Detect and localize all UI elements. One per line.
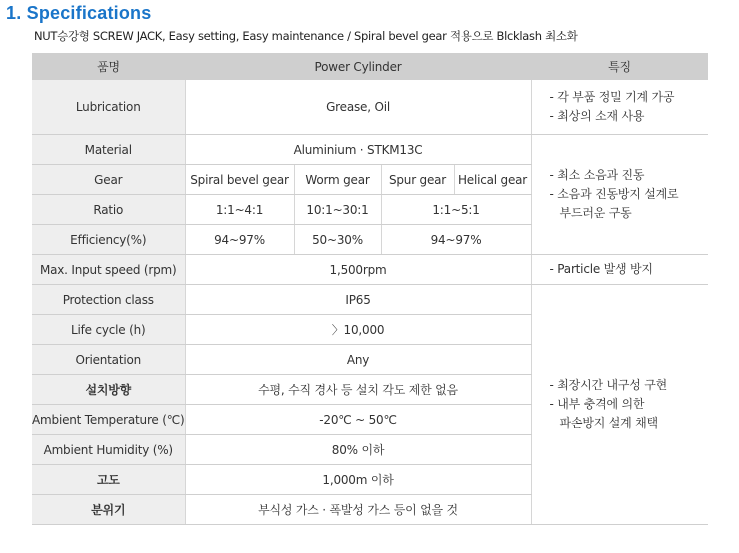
cell-ratio-1: 1:1~4:1 [185,195,294,225]
header-features: 특징 [531,53,708,80]
cell-amb-humidity: 80% 이하 [185,435,531,465]
cell-atmosphere: 부식성 가스 · 폭발성 가스 등이 없을 것 [185,495,531,525]
row-label-altitude: 고도 [32,465,185,495]
feature-item: - 내부 충격에 의한 [549,397,645,411]
cell-gear-spiral: Spiral bevel gear [185,165,294,195]
section-subtitle: NUT승강형 SCREW JACK, Easy setting, Easy maintenance / Spiral bevel gear 적용으로 Blcklash 최소화 [34,29,578,43]
cell-efficiency-1: 94~97% [185,225,294,255]
table-row [32,255,708,285]
cell-ratio-3: 1:1~5:1 [381,195,531,225]
row-label-efficiency: Efficiency(%) [32,225,185,255]
cell-material: Aluminium · STKM13C [185,135,531,165]
cell-gear-helical: Helical gear [454,165,531,195]
feature-group-1 [531,80,708,135]
row-label-orientation: Orientation [32,345,185,375]
cell-input-speed: 1,500rpm [185,255,531,285]
cell-altitude: 1,000m 이하 [185,465,531,495]
cell-protection: IP65 [185,285,531,315]
feature-group-4 [531,285,708,525]
row-label-gear: Gear [32,165,185,195]
feature-item: - 각 부품 정밀 기계 가공 [549,90,675,104]
table-row [32,80,708,135]
cell-efficiency-2: 50~30% [294,225,381,255]
feature-group-2 [531,135,708,255]
spec-table [32,53,708,525]
cell-amb-temp: -20℃ ~ 50℃ [185,405,531,435]
table-header-row [32,53,708,80]
feature-item: - Particle 발생 방지 [549,262,653,276]
cell-gear-spur: Spur gear [381,165,454,195]
feature-item: 부드러운 구동 [559,206,632,220]
cell-orientation: Any [185,345,531,375]
row-label-install: 설치방향 [32,375,185,405]
feature-group-3 [531,255,708,285]
cell-life-cycle: 〉10,000 [185,315,531,345]
cell-install: 수평, 수직 경사 등 설치 각도 제한 없음 [185,375,531,405]
feature-item: - 최상의 소재 사용 [549,109,645,123]
row-label-input-speed: Max. Input speed (rpm) [32,255,185,285]
row-label-atmosphere: 분위기 [32,495,185,525]
row-label-amb-humidity: Ambient Humidity (%) [32,435,185,465]
row-label-life-cycle: Life cycle (h) [32,315,185,345]
table-row [32,285,708,315]
feature-item: - 소음과 진동방지 설계로 [549,187,679,201]
feature-item: - 최소 소음과 진동 [549,168,645,182]
feature-item: - 최장시간 내구성 구현 [549,378,668,392]
section-title: 1. Specifications [6,3,152,23]
header-name: 품명 [32,53,185,80]
table-row [32,135,708,165]
cell-gear-worm: Worm gear [294,165,381,195]
cell-efficiency-3: 94~97% [381,225,531,255]
row-label-protection: Protection class [32,285,185,315]
row-label-amb-temp: Ambient Temperature (℃) [32,405,185,435]
feature-item: 파손방지 설계 채택 [559,416,658,430]
row-label-ratio: Ratio [32,195,185,225]
cell-lubrication: Grease, Oil [185,80,531,135]
row-label-lubrication: Lubrication [32,80,185,135]
row-label-material: Material [32,135,185,165]
cell-ratio-2: 10:1~30:1 [294,195,381,225]
header-product: Power Cylinder [185,53,531,80]
